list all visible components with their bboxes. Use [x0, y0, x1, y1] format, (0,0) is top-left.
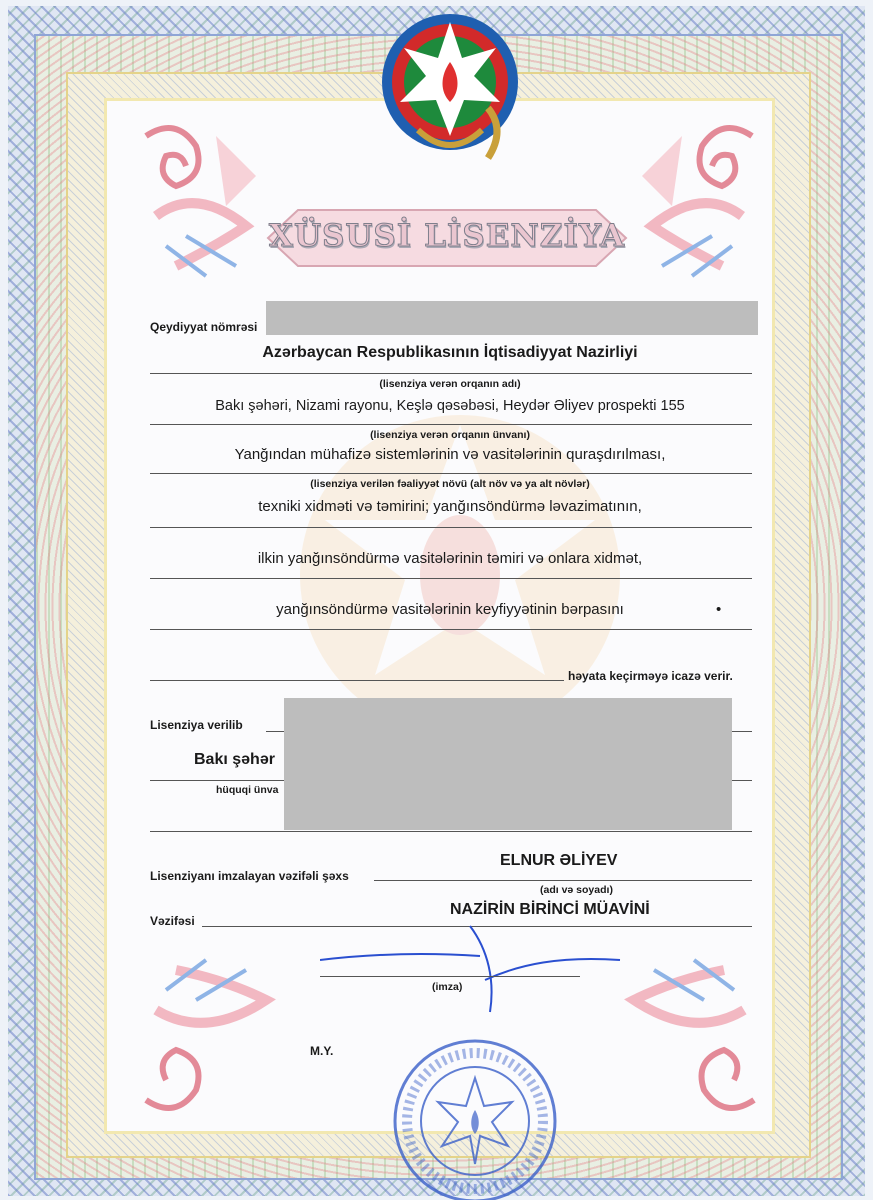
position-label: Vəzifəsi [150, 914, 195, 928]
legal-address-caption: hüquqi ünva [216, 784, 279, 796]
issued-to-label: Lisenziya verilib [150, 718, 243, 732]
activity-line-1: Yanğından mühafizə sistemlərinin və vasitələrinin quraşdırılması, [234, 446, 666, 463]
seal-place: M.Y. [310, 1044, 334, 1058]
ornament-bottom-left [136, 950, 296, 1120]
activity-line-3: ilkin yanğınsöndürmə vasitələrinin təmiri və onlara xidmət, [257, 550, 643, 567]
position-value: NAZİRİN BİRİNCİ MÜAVİNİ [450, 901, 650, 918]
permission-text: həyata keçirməyə icazə verir. [568, 669, 733, 683]
issuing-address-line [150, 424, 752, 425]
activity-caption: (lisenziya verilən fəaliyyət növü (alt növ və ya alt növlər) [310, 478, 590, 490]
activity-line-2-rule [150, 527, 752, 528]
signer-label: Lisenziyanı imzalayan vəzifəli şəxs [150, 869, 349, 883]
activity-line-2: texniki xidməti və təmirini; yanğınsöndürmə ləvazimatının, [258, 498, 642, 515]
address-value: Bakı şəhər [194, 751, 275, 768]
redacted-licensee-details [284, 698, 732, 830]
signer-rule [374, 880, 752, 881]
activity-line-4: yanğınsöndürmə vasitələrinin keyfiyyətinin bərpasını [276, 601, 624, 618]
signature-rule [320, 976, 580, 977]
redacted-registration-number [266, 301, 758, 335]
registration-label: Qeydiyyat nömrəsi [150, 320, 258, 334]
activity-line-4-rule [150, 629, 752, 630]
activity-line-1-rule [150, 473, 752, 474]
national-emblem-icon [378, 10, 528, 170]
activity-bullet: • [716, 601, 722, 618]
issuing-body-line [150, 373, 752, 374]
issuing-address-caption: (lisenziya verən orqanın ünvanı) [370, 429, 530, 441]
issuing-body-name: Azərbaycan Respublikasının İqtisadiyyat Nazirliyi [262, 344, 638, 361]
signer-name: ELNUR ƏLİYEV [500, 852, 618, 869]
signature-caption: (imza) [432, 981, 463, 993]
signature-mark [320, 920, 640, 1020]
activity-line-3-rule [150, 578, 752, 579]
signer-name-caption: (adı və soyadı) [540, 884, 613, 896]
official-stamp-icon [390, 1036, 560, 1200]
permission-rule [150, 680, 564, 681]
extra-rule [150, 831, 752, 832]
title-band [258, 200, 636, 276]
issuing-body-caption: (lisenziya verən orqanın adı) [379, 378, 521, 390]
document-title: XÜSUSİ LİSENZİYA [268, 218, 626, 254]
issuing-address: Bakı şəhəri, Nizami rayonu, Keşlə qəsəbəsi, Heydər Əliyev prospekti 155 [215, 398, 685, 414]
